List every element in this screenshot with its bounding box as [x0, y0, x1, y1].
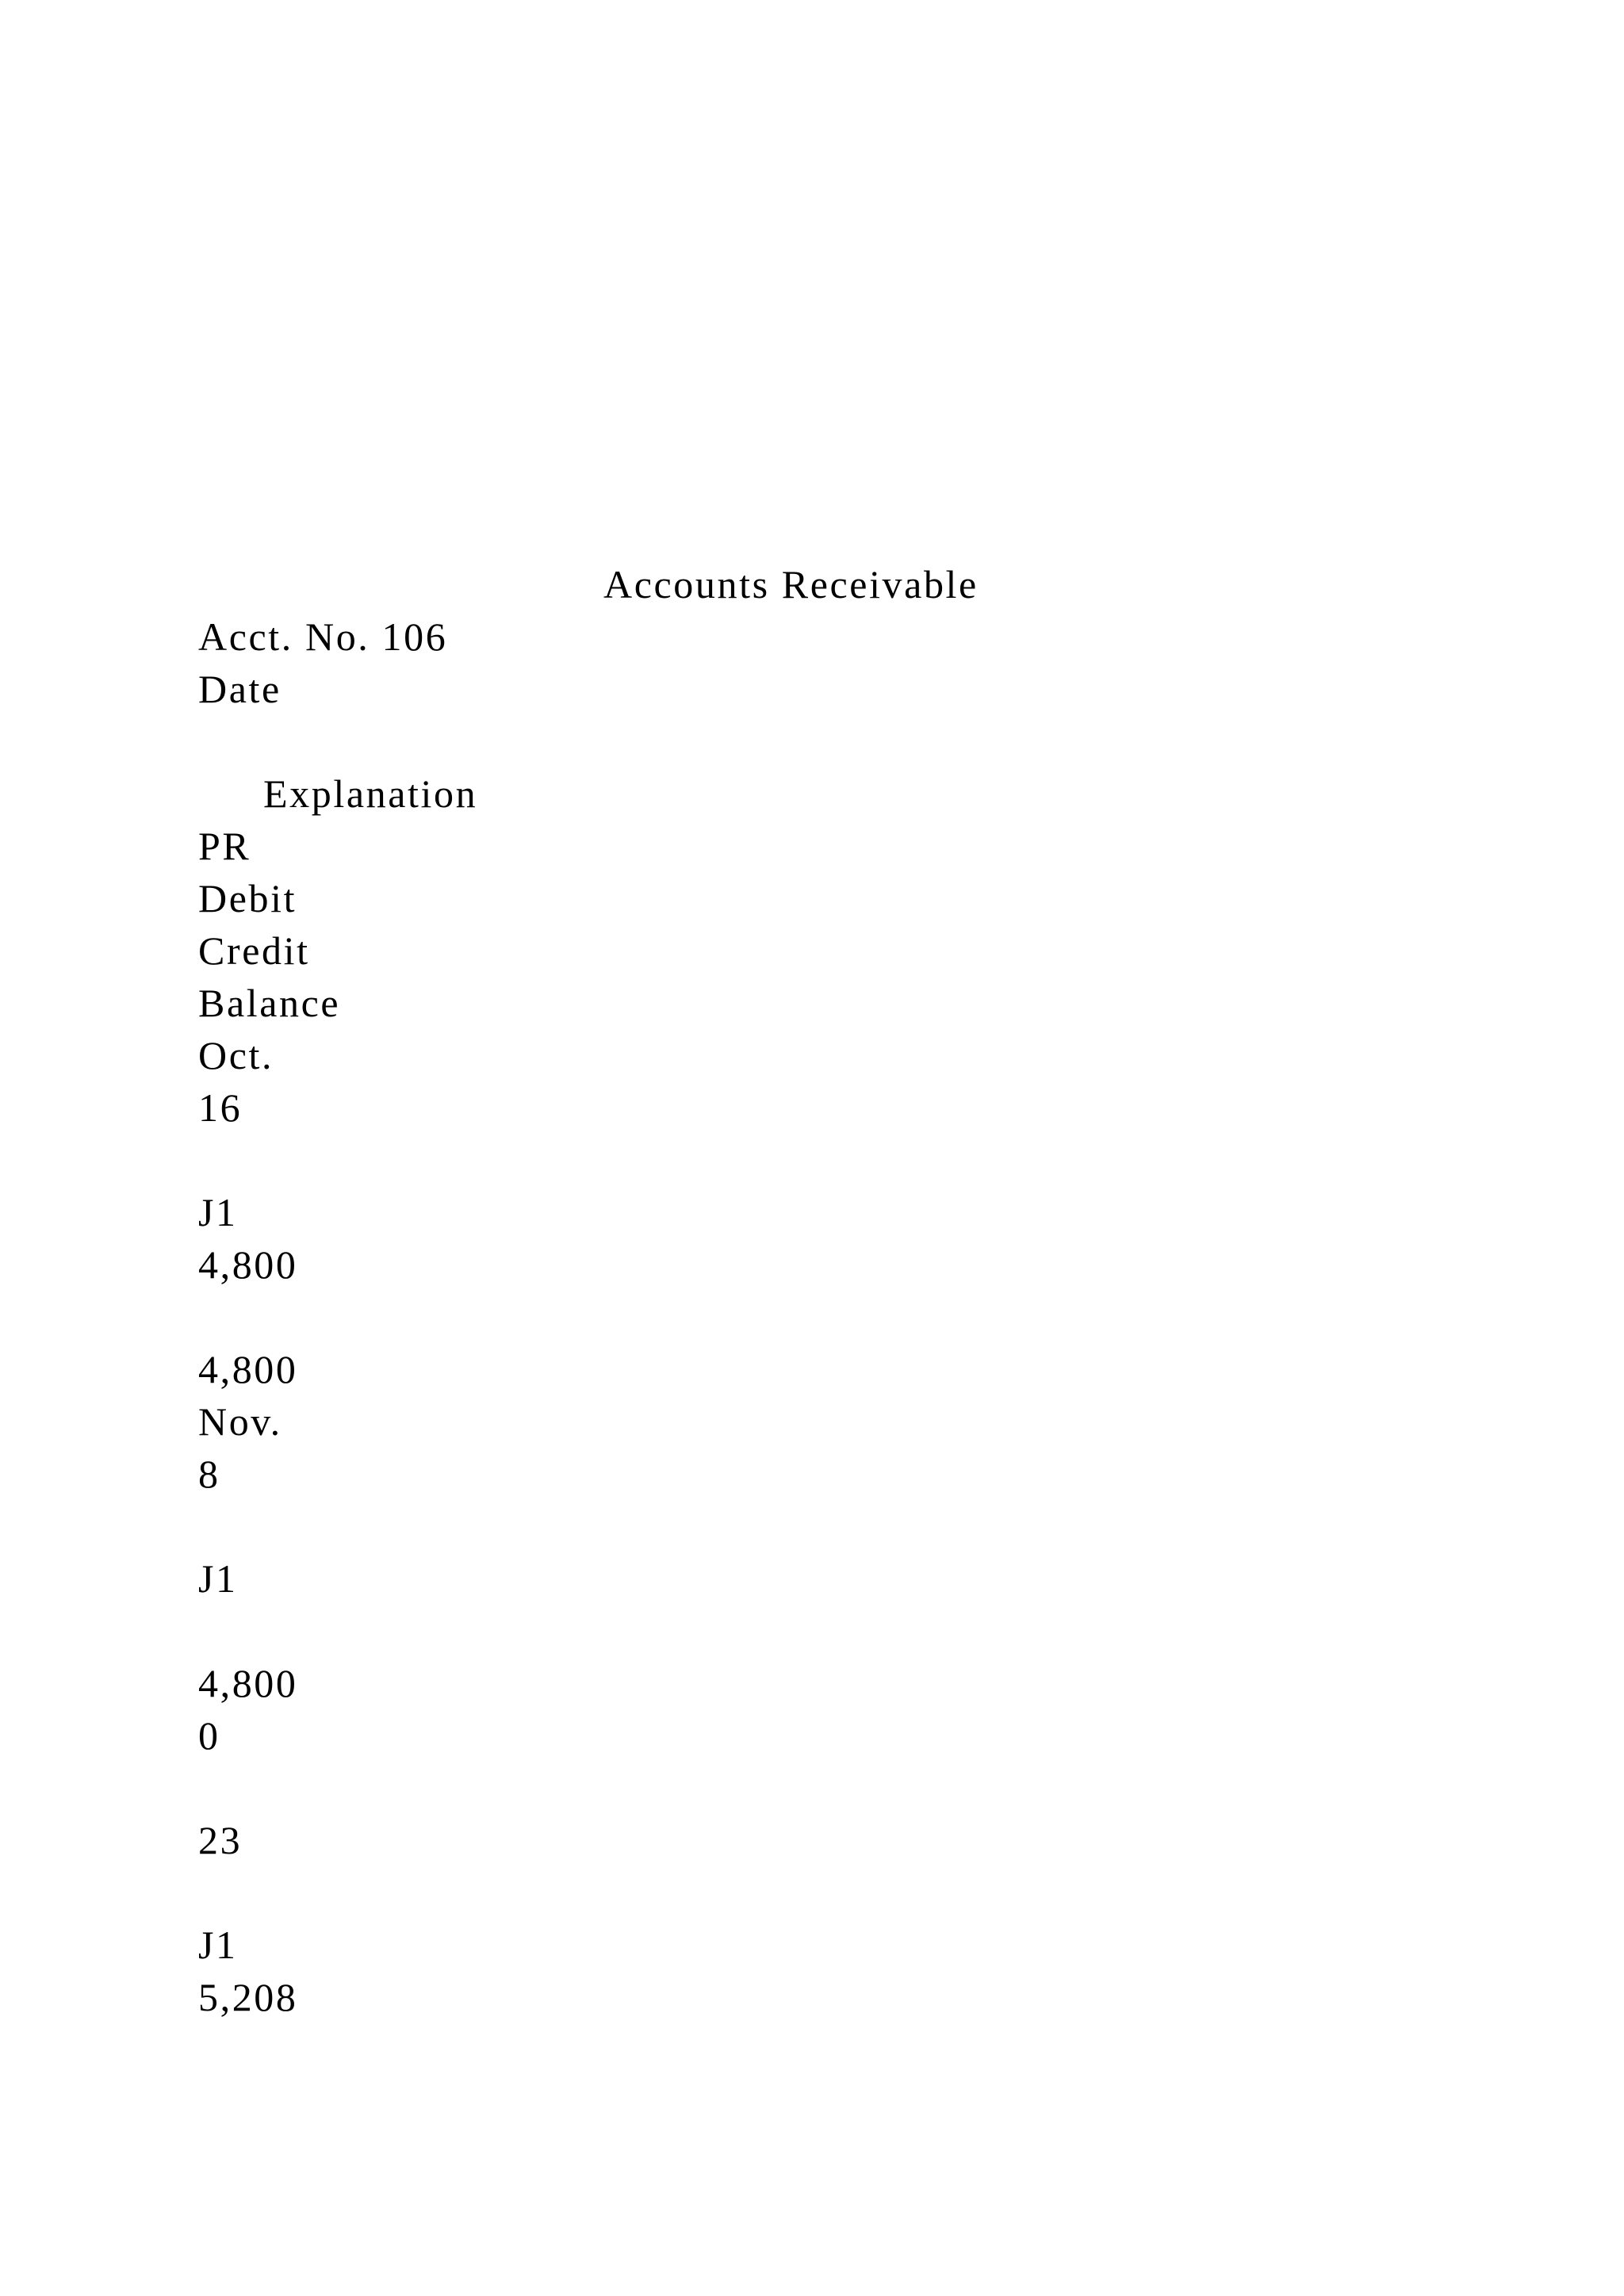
entry-debit	[198, 1605, 477, 1657]
entry-debit: 5,208	[198, 1975, 298, 2019]
entry-day: 16	[198, 1085, 243, 1130]
header-balance: Balance	[198, 981, 341, 1025]
ledger-body	[198, 610, 477, 2023]
entry-pr: J1	[198, 1556, 238, 1601]
entry-pr: J1	[198, 1190, 238, 1234]
entry-debit: 4,800	[198, 1242, 298, 1287]
blank-line	[198, 715, 477, 767]
header-explanation: Explanation	[263, 771, 478, 816]
entry-balance: 4,800	[198, 1347, 298, 1391]
entry-credit	[198, 1291, 477, 1343]
header-credit: Credit	[198, 928, 310, 973]
entry-pr: J1	[198, 1923, 238, 1967]
ledger-title: Accounts Receivable	[603, 562, 979, 607]
entry-month	[198, 1762, 477, 1814]
entry-explanation	[198, 1500, 477, 1552]
header-debit: Debit	[198, 876, 297, 920]
entry-credit: 4,800	[198, 1661, 298, 1705]
header-pr: PR	[198, 824, 251, 868]
entry-explanation	[198, 1134, 477, 1186]
entry-balance: 0	[198, 1713, 220, 1758]
header-date: Date	[198, 667, 282, 711]
account-number: Acct. No. 106	[198, 614, 448, 659]
entry-explanation	[198, 1866, 477, 1919]
entry-month: Nov.	[198, 1399, 282, 1444]
entry-month: Oct.	[198, 1033, 274, 1077]
entry-day: 23	[198, 1818, 243, 1862]
entry-day: 8	[198, 1452, 220, 1496]
